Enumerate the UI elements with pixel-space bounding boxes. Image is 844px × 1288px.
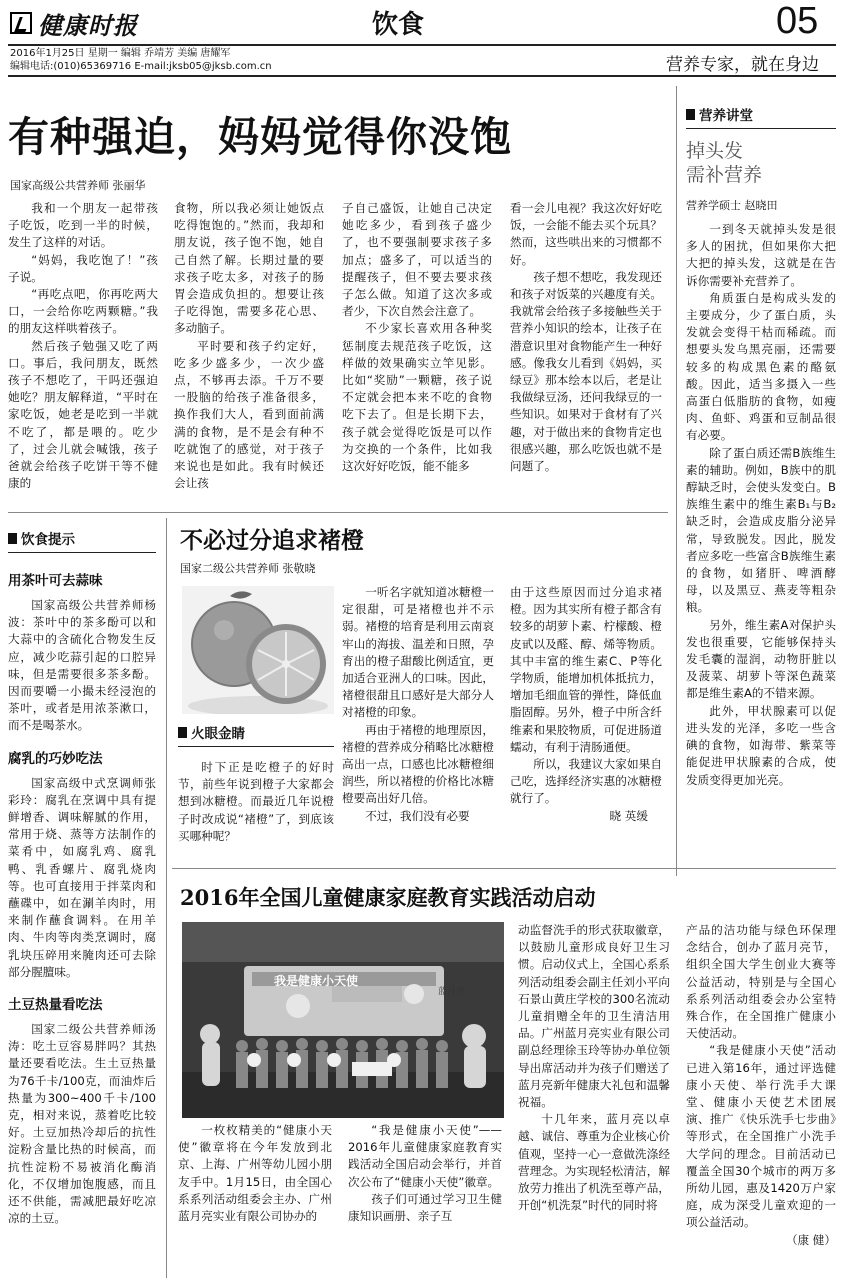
- paragraph: 不过，我们没有必要: [365, 808, 470, 823]
- orange-article-byline: 国家二级公共营养师 张敬晓: [180, 562, 316, 575]
- paragraph: 我和一个朋友一起带孩子吃饭，吃到一半的时候，发生了这样的对话。: [8, 201, 158, 250]
- photo-banner-text: 我是健康小天使: [274, 974, 359, 988]
- masthead-rule: [8, 44, 836, 46]
- page-number: 05: [776, 0, 819, 42]
- section-name: 饮食: [372, 10, 425, 40]
- paragraph: 食物，所以我必须让她饭点吃得饱饱的。”然而，我却和朋友说，孩子饱不饱，她自己自然了解。长期过量的要求孩子吃太多，对孩子的肠胃会造成负担的。想要让孩子吃得饱，需要多花心思、多动脑子。: [174, 201, 324, 336]
- paragraph: “我是健康小天使”——2016年儿童健康家庭教育实践活动全国启动会举行，并首次公布了“健康小天使”徽章。: [348, 1123, 502, 1189]
- orange-col-2: [510, 584, 662, 825]
- square-bullet-icon: [8, 533, 17, 544]
- main-byline: 国家高级公共营养师 张丽华: [10, 179, 146, 192]
- tip-title: 用茶叶可去蒜味: [8, 573, 103, 589]
- main-col-2: [174, 200, 324, 492]
- right-sidebar: [686, 104, 836, 789]
- paragraph: 子自己盛饭，让她自己决定她吃多少，看到孩子盛少了，也不要强制要求孩子多加点；盛多了，可以适当的提醒孩子，但不要去要求孩子怎么做。知道了这次多或者少，下次自然会注意了。: [342, 201, 492, 319]
- orange-col-1: [342, 584, 494, 825]
- paragraph: 孩子想不想吃，我发现还和孩子对饭菜的兴趣度有关。我就常会给孩子多接触些关于营养小知识的绘本，让孩子在潜意识里对食物能产生一种好感。像我女儿看到《妈妈，买绿豆》那本绘本以后，老是让我做绿豆汤，还问我绿豆的一些知识。如果对于食材有了兴趣，对于做出来的食物肯定也很感兴趣，那么吃饭也就不是问题了。: [510, 269, 662, 474]
- paragraph: 然后孩子勉强又吃了两口。事后，我问朋友，既然孩子不想吃了，干吗还强迫她吃？朋友解释道，“平时在家吃饭，她老是吃到一半就不吃了，都是喂的。吃少了，过会儿就会喊饿，孩子爸就会给孩子吃饼干等不健康的: [8, 338, 158, 491]
- left-sidebar: [8, 528, 156, 1228]
- paragraph: 产品的洁功能与绿色环保理念结合，创办了蓝月亮节，组织全国大学生创业大赛等公益活动，特别是与全国心系系列活动组委会办公室特殊合作，在全国推广健康小天使活动。: [686, 923, 836, 1041]
- sidebar-tag-label: 营养讲堂: [699, 108, 753, 124]
- paragraph: “再吃点吧，你再吃两大口，一会给你吃两颗糖。”我的朋友这样哄着孩子。: [8, 287, 158, 336]
- orange-article-title: 不必过分追求褚橙: [180, 528, 364, 554]
- right-sidebar-divider: [676, 86, 677, 876]
- paragraph: 由于这些原因而过分追求褚橙。因为其实所有橙子都含有较多的胡萝卜素、柠檬酸、橙皮甙以及醛、醇、烯等物质。其中丰富的维生素C、P等化学物质，能增加机体抵抗力，增加毛细血管的弹性，降低血脂固醇。另外，橙子中所含纤维素和果胶物质，可促进肠道蠕动，有利于清肠通便。: [510, 585, 662, 754]
- paragraph: 所以，我建议大家如果自己吃，选择经济实惠的冰糖橙就行了。: [510, 757, 662, 806]
- paragraph: 此外，甲状腺素可以促进头发的光泽，多吃一些含碘的食物，如海带、紫菜等能促进甲状腺素的合成，使发质变得更加光亮。: [686, 703, 836, 787]
- date-line: 2016年1月25日 星期一 编辑 乔靖芳 美编 唐耀军: [10, 48, 231, 59]
- photo-sign-text: 蓝月亮: [438, 987, 466, 997]
- paragraph: 再由于褚橙的地理原因，褚橙的营养成分稍略比冰糖橙高出一点，口感也比冰糖橙细润些，所以褚橙的价格比冰糖橙要高出好几倍。: [342, 722, 494, 806]
- logo-mark-icon: [10, 12, 32, 34]
- main-article-bottom-rule: [8, 512, 668, 513]
- paragraph: 看一会儿电视？我这次好好吃饭，一会能不能去买个玩具？然而，这些哄出来的习惯都不好。: [510, 201, 662, 267]
- tip-title: 土豆热量看吃法: [8, 997, 103, 1014]
- square-bullet-icon: [178, 727, 187, 738]
- sidebar-tag: [8, 528, 156, 548]
- sidebar-tag-rule: [8, 552, 156, 553]
- paragraph: “我是健康小天使”活动已进入第16年，通过评选健康小天使、举行洗手大课堂、健康小天使艺术团展演、推广《快乐洗手七步曲》等形式，在全国推广小洗手大学问的理念。目前活动已覆盖全国30个城市的两万多所幼儿园，惠及1420万户家庭，成为深受儿童欢迎的一项公益活动。: [686, 1043, 836, 1230]
- paragraph: 国家二级公共营养师汤涛：吃土豆容易胖吗？其热量还要看吃法。生土豆热量为76千卡/100克，而油炸后热量为300~400千卡/100克，相对来说，蒸着吃比较好。土豆加热冷却后的抗性淀粉含量比热的时候高，而抗性淀粉不易被消化酶消化，不仅增加饱腹感，而且还不供能，需减肥最好吃凉凉的土豆。: [8, 1022, 156, 1226]
- signature: 晓 英缓: [609, 808, 648, 823]
- sidebar-tag-label: 饮食提示: [21, 532, 75, 548]
- event-caption-mid: [348, 1122, 502, 1225]
- left-sidebar-divider: [166, 518, 167, 1278]
- main-col-4: [510, 200, 662, 475]
- main-col-1: [8, 200, 158, 492]
- orange-tag-label: 火眼金睛: [191, 726, 245, 742]
- paragraph: 动监督洗手的形式获取徽章，以鼓励儿童形成良好卫生习惯。启动仪式上，全国心系系列活动组委会副主任刘小平向石景山黄庄学校的300名流动儿童捐赠全年的卫生清洁用品。广州蓝月亮实业有限公司副总经理徐玉玲等协办单位领导出席活动并为孩子们赠送了蓝月亮新年健康大礼包和温馨祝福。: [518, 923, 670, 1110]
- tip-title: 腐乳的巧妙吃法: [8, 750, 103, 767]
- paragraph: 孩子们可通过学习卫生健康知识画册、亲子互: [348, 1191, 502, 1224]
- main-col-3: [342, 200, 492, 475]
- sidebar-byline: 营养学硕士 赵晓田: [686, 199, 778, 212]
- paragraph: 一听名字就知道冰糖橙一定很甜，可是褚橙也并不示弱。褚橙的培育是利用云南哀牢山的海拔、温差和日照，孕育出的橙子甜酸比例适宜，更加适合亚洲人的口味。因此，褚橙很甜且口感好是大部分人对褚橙的印象。: [342, 585, 494, 720]
- contact-line: 编辑电话:(010)65369716 E-mail:jksb05@jksb.com.cn: [10, 61, 272, 72]
- paragraph: 国家高级公共营养师杨波：茶叶中的茶多酚可以和大蒜中的含硫化合物发生反应，减少吃蒜引起的口腔异味，但是需要很多茶多酚。因而要嚼一小撮未经浸泡的茶叶，或者是用浓茶漱口，而不是喝茶水。: [8, 598, 156, 733]
- event-col-3: [518, 922, 670, 1214]
- event-caption-left: [178, 1122, 332, 1225]
- paragraph: 不少家长喜欢用各种奖惩制度去规范孩子吃饭，这样做的效果确实立竿见影。比如“奖励”一颗糖，孩子说不定就会把本来不吃的食物吃下去了。但是长期下去，孩子就会觉得吃饭是可以作为交换的一个条件，比如我这次好好吃饭，能不能多: [342, 321, 492, 474]
- paragraph: 十几年来，蓝月亮以卓越、诚信、尊重为企业核心价值观，坚持一心一意做洗涤经营理念。为实现轻松清洁，解放劳力推出了机洗至尊产品，开创“机洗泵”时代的同时将: [518, 1112, 670, 1213]
- event-title: 2016年全国儿童健康家庭教育实践活动启动: [180, 885, 596, 910]
- masthead-logo: [10, 6, 160, 40]
- paragraph: 一枚枚精美的“健康小天使”徽章将在今年发放到北京、上海、广州等幼儿园小朋友手中。1月15日，由全国心系系列活动组委会主办、广州蓝月亮实业有限公司协办的: [178, 1123, 332, 1224]
- signature: （康 健）: [785, 1232, 836, 1247]
- paragraph: 一到冬天就掉头发是很多人的困扰，但如果你大把大把的掉头发，这就是在告诉你需要补充营养了。: [686, 222, 836, 288]
- slogan: 营养专家，就在身边: [666, 55, 819, 75]
- orange-sidebar: [178, 722, 334, 845]
- orange-tag-rule: [178, 746, 334, 747]
- square-bullet-icon: [686, 109, 695, 120]
- paragraph: 另外，维生素A对保护头发也很重要，它能够保持头发毛囊的湿润，动物肝脏以及菠菜、胡萝卜等深色蔬菜都是维生素A的不错来源。: [686, 617, 836, 701]
- sidebar-tag-rule: [686, 128, 836, 129]
- orange-tag: [178, 722, 334, 742]
- paragraph: 平时要和孩子约定好，吃多少盛多少，一次少盛点，不够再去添。千万不要一股脑的给孩子准备很多，换作我们大人，看到面前满满的食物，是不是会有种不吃就饱了的感觉，对于孩子来说也是如此。我有时候还会让孩: [174, 338, 324, 491]
- paragraph: 国家高级中式烹调师张彩玲：腐乳在烹调中具有提鲜增香、调味解腻的作用，常用于烧、蒸等方法制作的菜肴中，如腐乳鸡、腐乳鸭、乳香螺片、腐乳烧肉等。也可直接用于拌菜肉和蘸碟中，如在涮羊肉时，用来制作蘸食调料。在用羊肉、牛肉等肉类烹调时，腐乳块压碎用来腌肉还可去除部分腥膻味。: [8, 775, 156, 979]
- event-top-rule: [172, 868, 836, 869]
- paragraph: 时下正是吃橙子的好时节，前些年说到橙子大家都会想到冰糖橙。而最近几年说橙子时改成说“褚橙”了，到底该买哪种呢？: [178, 760, 334, 843]
- paragraph: 角质蛋白是构成头发的主要成分，少了蛋白质，头发就会变得干枯而稀疏。而想要头发乌黑亮丽，还需要较多的构成黑色素的酪氨酸。因此，适当多摄入一些高蛋白低脂肪的食物，如瘦肉、鱼虾、鸡蛋和豆制品很有必要。: [686, 290, 836, 443]
- main-headline: 有种强迫，妈妈觉得你没饱: [8, 113, 512, 161]
- logo-text: 健康时报: [38, 10, 138, 40]
- sidebar-title-2: 需补营养: [686, 164, 763, 186]
- event-photo: [182, 922, 504, 1118]
- orange-photo: [182, 586, 334, 714]
- sidebar-title-1: 掉头发: [686, 140, 744, 162]
- paragraph: “妈妈，我吃饱了！”孩子说。: [8, 252, 158, 284]
- event-col-4: [686, 922, 836, 1249]
- sidebar-tag: [686, 104, 836, 124]
- paragraph: 除了蛋白质还需B族维生素的辅助。例如，B族中的肌醇缺乏时，会使头发变白。B族维生素中的维生素B₁与B₂缺乏时，会造成皮脂分泌异常，导致脱发。因此，脱发者应多吃一些富含B族维生素的食物，如猪肝、啤酒酵母，以及黑豆、燕麦等粗杂粮。: [686, 445, 836, 615]
- masthead-bottom-rule: [8, 75, 836, 77]
